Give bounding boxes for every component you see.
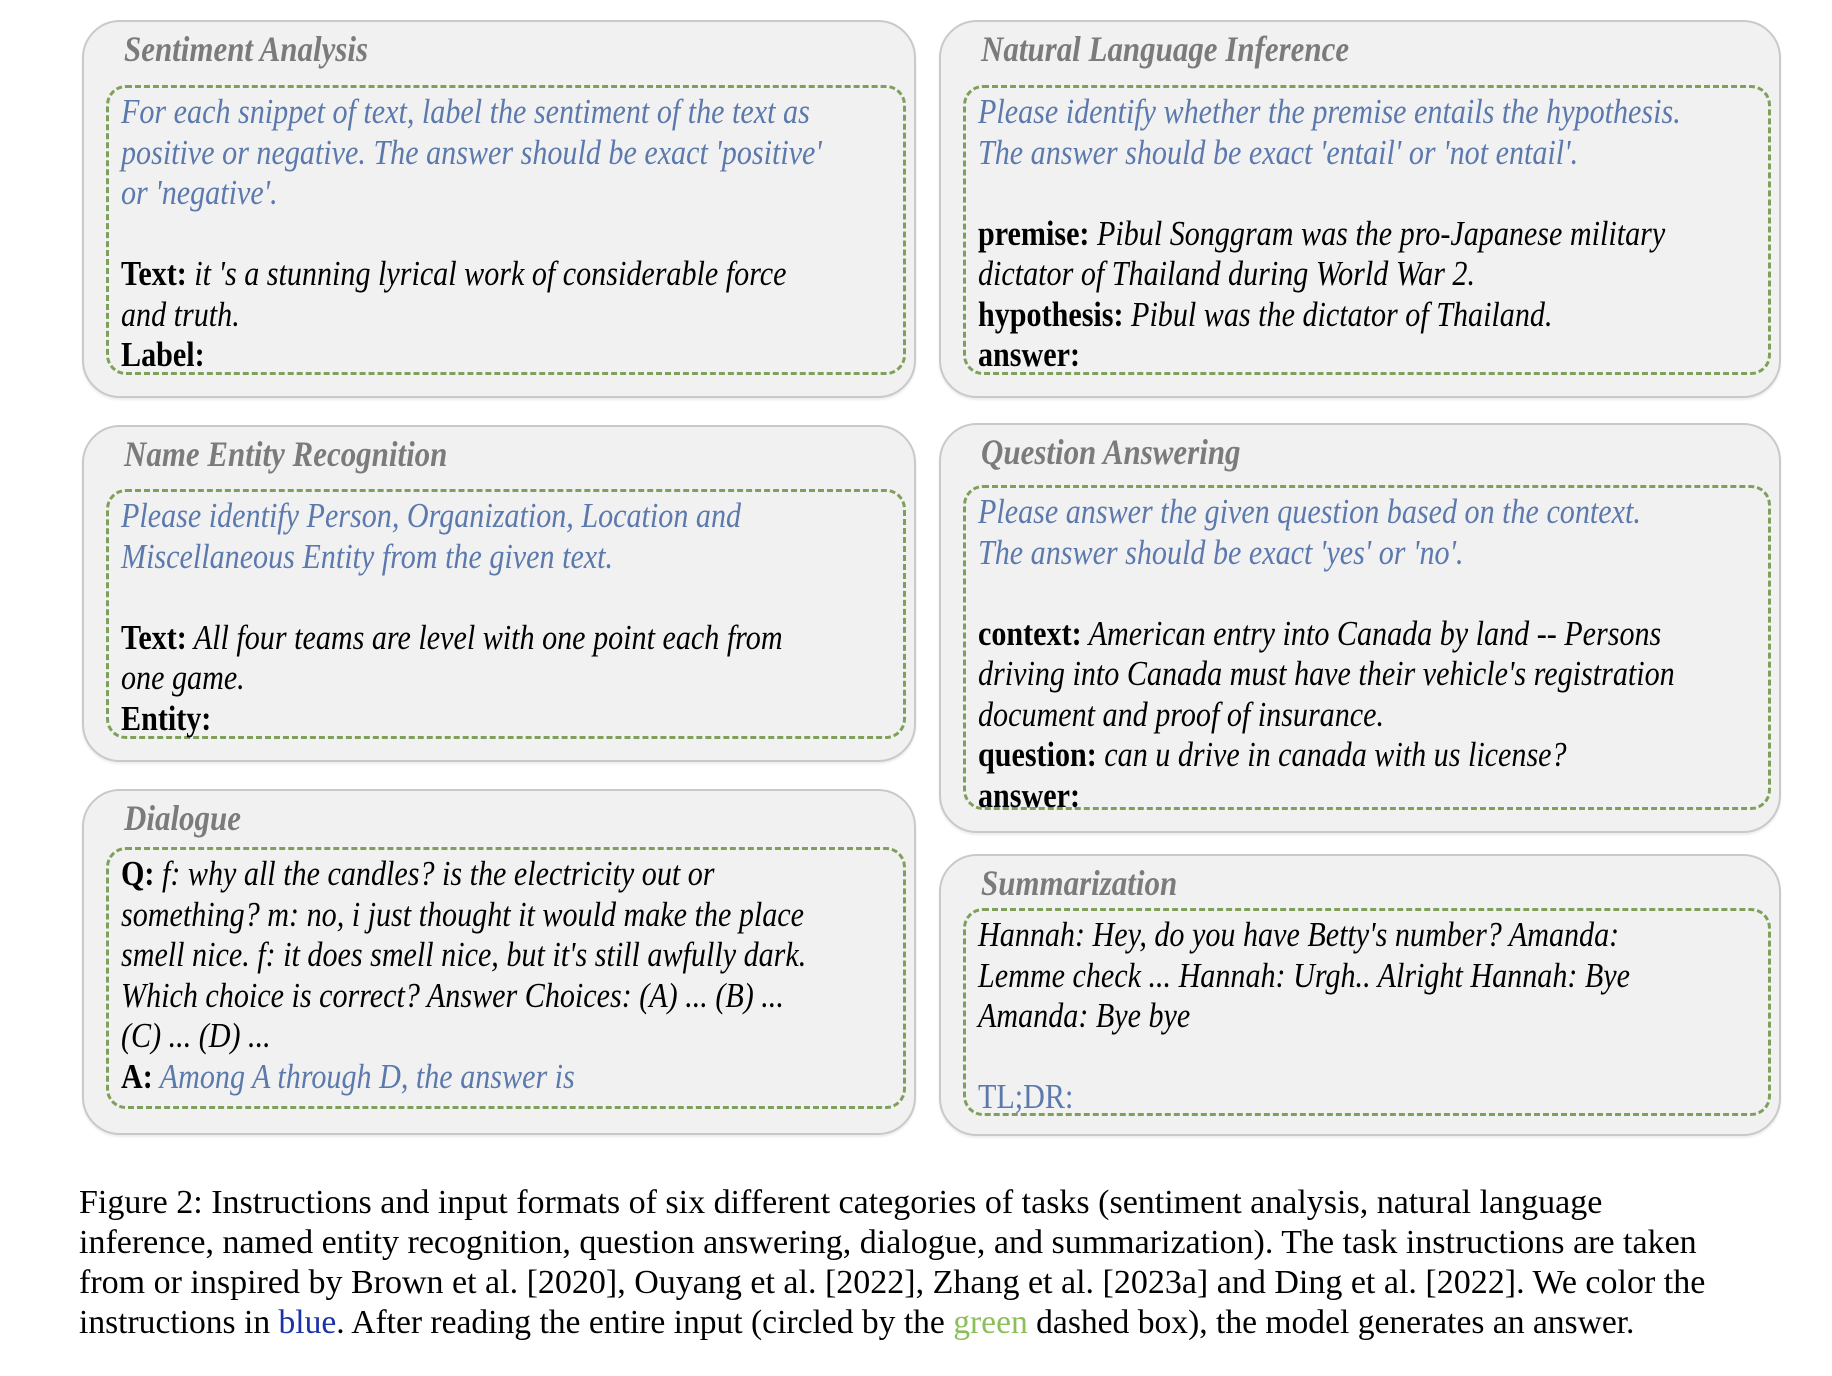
instruction-line: The answer should be exact 'yes' or 'no'. (978, 532, 1464, 572)
caption-green-word: green (953, 1304, 1028, 1341)
q-value: something? m: no, i just thought it would make the place (121, 894, 805, 934)
hypothesis-value: Pibul was the dictator of Thailand. (1123, 294, 1553, 334)
panel-title: Name Entity Recognition (124, 434, 448, 474)
dialog-line: Lemme check ... Hannah: Urgh.. Alright Hannah: Bye (978, 955, 1631, 995)
q-value: (C) ... (D) ... (121, 1016, 271, 1055)
caption-line: from or inspired by Brown et al. [2020], Ouyang et al. [2022], Zhang et al. [2023a] and Ding et al. [2022]. We color the (79, 1264, 1706, 1301)
input-dashed-box (963, 85, 1771, 375)
q-label: Q: (121, 854, 155, 893)
panel-question-answering (939, 423, 1781, 833)
instruction-line: Please identify whether the premise entails the hypothesis. (978, 92, 1681, 131)
caption-blue-word: blue (278, 1304, 337, 1341)
input-dashed-box (106, 85, 906, 375)
text-value: and truth. (121, 294, 240, 334)
panel-title: Natural Language Inference (981, 29, 1350, 69)
caption-line (79, 1303, 1759, 1343)
instruction-line: or 'negative'. (121, 173, 278, 212)
panel-title: Summarization (981, 863, 1178, 903)
context-value: document and proof of insurance. (978, 694, 1385, 734)
premise-value: dictator of Thailand during World War 2. (978, 254, 1476, 293)
panel-title: Sentiment Analysis (124, 29, 369, 69)
answer-label: answer: (978, 335, 1080, 374)
text-value: All four teams are level with one point each from (186, 617, 783, 657)
instruction-line: positive or negative. The answer should be exact 'positive' (121, 132, 822, 172)
panel-content (978, 915, 1630, 1118)
panel-content (121, 92, 822, 376)
panel-summarization (939, 854, 1781, 1136)
premise-label: premise: (978, 213, 1090, 253)
caption-line: Figure 2: Instructions and input formats of six different categories of tasks (sentiment analysis, natural language (79, 1184, 1603, 1221)
caption-text: instructions in (79, 1304, 279, 1341)
panel-name-entity-recognition (82, 425, 916, 762)
text-value: it 's a stunning lyrical work of considerable force (186, 254, 787, 293)
q-value: Which choice is correct? Answer Choices: (A) ... (B) ... (121, 975, 784, 1015)
q-value: smell nice. f: it does smell nice, but it's still awfully dark. (121, 935, 807, 974)
panel-title: Question Answering (981, 432, 1241, 472)
answer-label: answer: (978, 775, 1080, 815)
instruction-line: Please answer the given question based on the context. (978, 492, 1641, 531)
question-label: question: (978, 735, 1097, 774)
input-dashed-box (963, 485, 1771, 815)
text-value: one game. (121, 658, 245, 697)
context-value: driving into Canada must have their vehicle's registration (978, 654, 1675, 693)
input-dashed-box (106, 489, 906, 739)
hypothesis-label: hypothesis: (978, 294, 1124, 334)
panel-sentiment-analysis (82, 20, 916, 398)
panel-natural-language-inference (939, 20, 1781, 398)
instruction-line: The answer should be exact 'entail' or 'not entail'. (978, 132, 1579, 172)
panel-content (978, 492, 1675, 816)
context-value: American entry into Canada by land -- Persons (1081, 613, 1662, 653)
answer-label: Entity: (121, 698, 212, 738)
caption-text: dashed box), the model generates an answer. (1027, 1304, 1635, 1341)
panel-dialogue (82, 789, 916, 1135)
input-dashed-box (106, 847, 906, 1109)
figure-caption (79, 1183, 1781, 1343)
question-value: can u drive in canada with us license? (1096, 735, 1567, 774)
panel-title: Dialogue (124, 798, 241, 838)
tldr-prompt: TL;DR: (978, 1077, 1074, 1116)
instruction-line: Please identify Person, Organization, Location and (121, 496, 742, 535)
context-label: context: (978, 613, 1082, 653)
dialog-line: Amanda: Bye bye (978, 996, 1191, 1035)
panel-content (978, 92, 1681, 376)
panel-content (121, 854, 806, 1097)
a-label: A: (121, 1056, 153, 1096)
premise-value: Pibul Songgram was the pro-Japanese military (1089, 213, 1666, 253)
text-label: Text: (121, 254, 187, 293)
a-instruction: Among A through D, the answer is (152, 1056, 575, 1096)
input-dashed-box (963, 908, 1771, 1116)
panel-content (121, 496, 783, 739)
q-value: f: why all the candles? is the electricity out or (154, 854, 715, 893)
answer-label: Label: (121, 335, 205, 374)
instruction-line: Miscellaneous Entity from the given text. (121, 536, 614, 576)
instruction-line: For each snippet of text, label the sentiment of the text as (121, 92, 810, 131)
caption-text: . After reading the entire input (circled by the (336, 1304, 954, 1341)
text-label: Text: (121, 617, 187, 657)
dialog-line: Hannah: Hey, do you have Betty's number? Amanda: (978, 915, 1620, 954)
caption-line: inference, named entity recognition, question answering, dialogue, and summarization). The task instructions are taken (79, 1224, 1697, 1261)
